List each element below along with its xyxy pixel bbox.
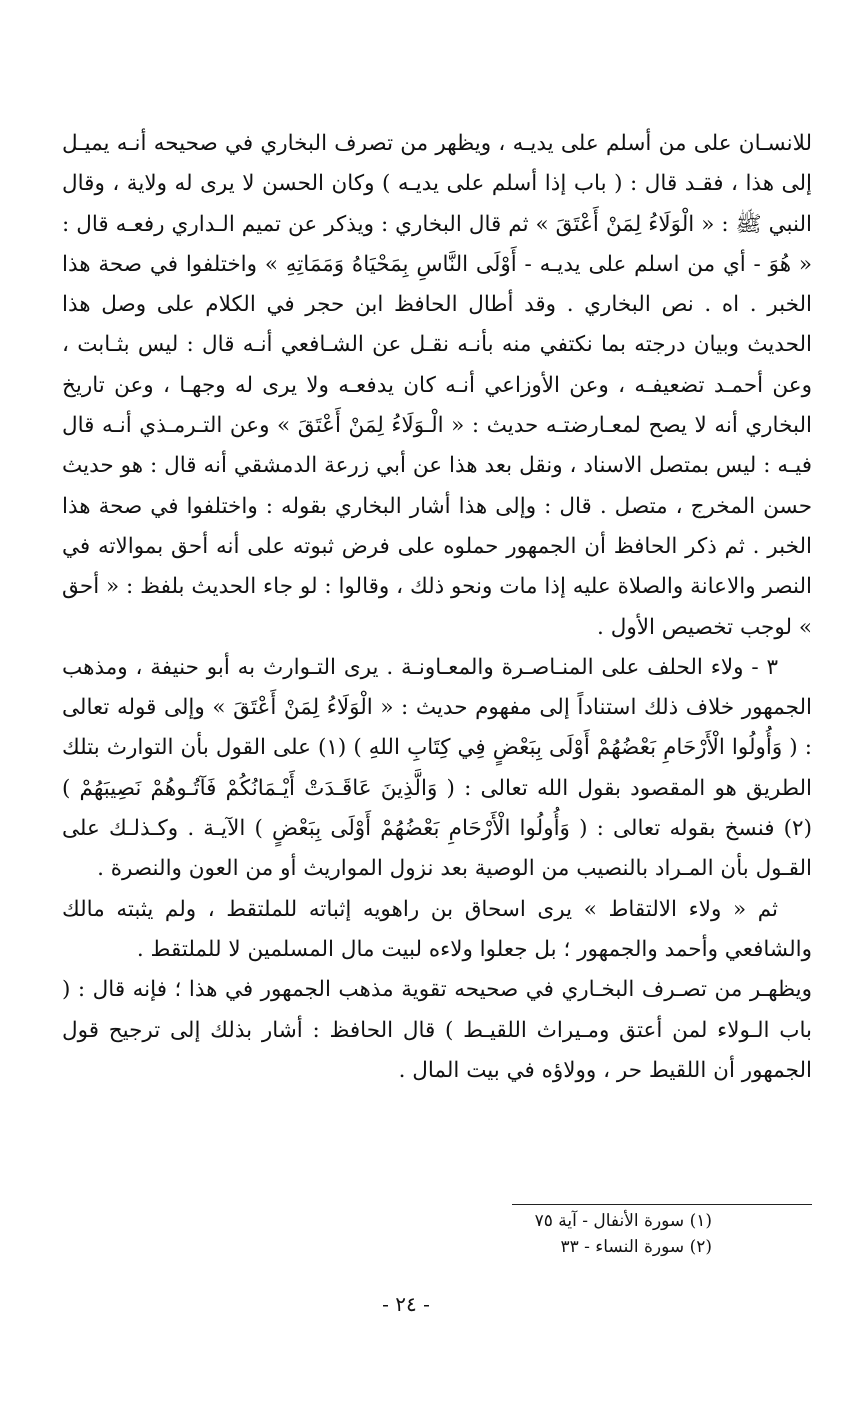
paragraph-2: ٣ - ولاء الحلف على المنـاصـرة والمعـاونـة . يرى التـوارث به أبو حنيفة ، ومذهب الجمهور خلاف ذلك استناداً إلى مفهوم حديث : « الْوَلَاءُ لِمَنْ أَعْتَقَ » وإلى قوله تعالى : ( وَأُولُوا الْأَرْحَامِ بَعْضُهُمْ أَوْلَى بِبَعْضٍ فِي كِتَابِ اللهِ ) (١) على القول بأن التوارث بتلك الطريق هو المقصود بقول الله تعالى : ( وَالَّذِينَ عَاقَـدَتْ أَيْـمَانُكُمْ فَآتُـوهُمْ نَصِيبَهُمْ ) (٢) فنسخ بقوله تعالى : ( وَأُولُوا الْأَرْحَامِ بَعْضُهُمْ أَوْلَى بِبَعْضٍ ) الآيـة . وكـذلـك على القـول بأن المـراد بالنصيب من الوصية بعد نزول المواريث أو من العون والنصرة . <box>62 654 812 882</box>
paragraph-4: ويظهـر من تصـرف البخـاري في صحيحه تقوية مذهب الجمهور في هذا ؛ فإنه قال : ( باب الـولاء لمن أعتق ومـيراث اللقيـط ) قال الحافظ : أشار بذلك إلى ترجيح قول الجمهور أن اللقيط حر ، وولاؤه في بيت المال . <box>62 977 813 1083</box>
footnote-2: (٢) سورة النساء - ٣٣ <box>560 1237 712 1257</box>
paragraph-1: للانسـان على من أسلم على يديـه ، ويظهر من تصرف البخاري في صحيحه أنـه يميـل إلى هذا ، فقـد قال : ( باب إذا أسلم على يديـه ) وكان الحسن لا يرى له ولاية ، وقال النبي ﷺ : « الْوَلَاءُ لِمَنْ أَعْتَقَ » ثم قال البخاري : ويذكر عن تميم الـداري رفعـه قال : « هُوَ - أي من اسلم على يديـه - أَوْلَى النَّاسِ بِمَحْيَاهُ وَمَمَاتِهِ » واختلفوا في صحة هذا الخبر . اه . نص البخاري . وقد أطال الحافظ ابن حجر في الكلام على وصل هذا الحديث وبيان درجته بما نكتفي منه بأنـه نقـل عن الشـافعي أنـه قال : ليس بثـابت ، وعن أحمـد تضعيفـه ، وعن الأوزاعي أنـه كان يدفعـه ولا يرى له وجهـا ، وعن تاريخ البخاري أنه لا يصح لمعـارضتـه حديث : « الْـوَلَاءُ لِمَنْ أَعْتَقَ » وعن التـرمـذي أنـه قال فيـه : ليس بمتصل الاسناد ، ونقل بعد هذا عن أبي زرعة الدمشقي أنه قال : هو حديث حسن المخرج ، متصل . قال : وإلى هذا أشار البخاري بقوله : واختلفوا في صحة هذا الخبر . ثم ذكر الحافظ أن الجمهور حملوه على فرض ثبوته على أنه أحق بموالاته في النصر والاعانة والصلاة عليه إذا مات ونحو ذلك ، وقالوا : لو جاء الحديث بلفظ : « أحق » لوجب تخصيص الأول . <box>62 131 813 640</box>
page-number: - ٢٤ - <box>382 1292 430 1316</box>
footnote-separator <box>512 1204 812 1205</box>
footnote-1: (١) سورة الأنفال - آية ٧٥ <box>534 1211 712 1231</box>
paragraph-3: ثم « ولاء الالتقاط » يرى اسحاق بن راهويه إثباته للملتقط ، ولم يثبته مالك والشافعي وأحمد والجمهور ؛ بل جعلوا ولاءه لبيت مال المسلمين لا للملتقط . <box>62 896 812 962</box>
footnotes <box>360 1208 712 1260</box>
body-text <box>62 124 812 1091</box>
